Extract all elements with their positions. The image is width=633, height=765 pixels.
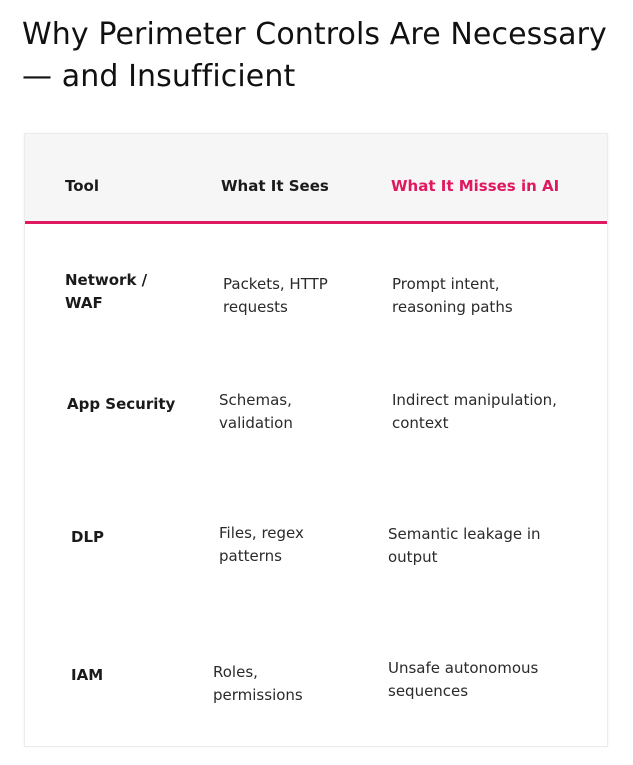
table-header-row [25, 134, 607, 224]
header-what-it-misses: What It Misses in AI [391, 177, 560, 195]
cell-what-it-sees [219, 522, 304, 568]
cell-what-it-misses [392, 273, 513, 319]
cell-tool-line: App Security [67, 395, 176, 413]
cell-tool [65, 269, 147, 315]
cell-what-it-sees [213, 661, 303, 707]
cell-misses-line: Semantic leakage in [388, 525, 541, 543]
cell-what-it-sees [219, 389, 293, 435]
cell-what-it-misses [392, 389, 557, 435]
table-row [25, 224, 607, 349]
cell-what-it-misses [388, 657, 538, 703]
cell-sees-line: Packets, HTTP [223, 275, 328, 293]
page-title [22, 14, 627, 98]
cell-misses-line: Prompt intent, [392, 275, 500, 293]
cell-what-it-sees [223, 273, 328, 319]
cell-misses-line: Unsafe autonomous [388, 659, 539, 677]
cell-tool [71, 664, 103, 687]
title-line-1: Why Perimeter Controls Are Necessary [22, 17, 607, 52]
comparison-table [24, 133, 608, 747]
title-line-2: — and Insufficient [22, 59, 296, 94]
cell-misses-line: Indirect manipulation, [392, 391, 557, 409]
cell-sees-line: Schemas, [219, 391, 292, 409]
header-what-it-sees: What It Sees [221, 177, 329, 195]
cell-misses-line: sequences [388, 682, 469, 700]
cell-tool [71, 526, 104, 549]
table-row [25, 481, 607, 618]
cell-tool-line: DLP [71, 528, 105, 546]
cell-misses-line: context [392, 414, 449, 432]
cell-tool-line: IAM [71, 666, 104, 684]
table-row [25, 617, 607, 746]
cell-sees-line: Files, regex [219, 524, 304, 542]
cell-sees-line: requests [223, 298, 288, 316]
cell-sees-line: permissions [213, 686, 303, 704]
cell-tool-line: WAF [65, 294, 103, 312]
cell-sees-line: patterns [219, 547, 282, 565]
header-tool: Tool [65, 177, 99, 195]
cell-misses-line: reasoning paths [392, 298, 513, 316]
cell-tool-line: Network / [65, 271, 148, 289]
cell-what-it-misses [388, 523, 541, 569]
cell-sees-line: validation [219, 414, 293, 432]
table-row [25, 348, 607, 482]
cell-sees-line: Roles, [213, 663, 258, 681]
cell-tool [67, 393, 175, 416]
cell-misses-line: output [388, 548, 438, 566]
